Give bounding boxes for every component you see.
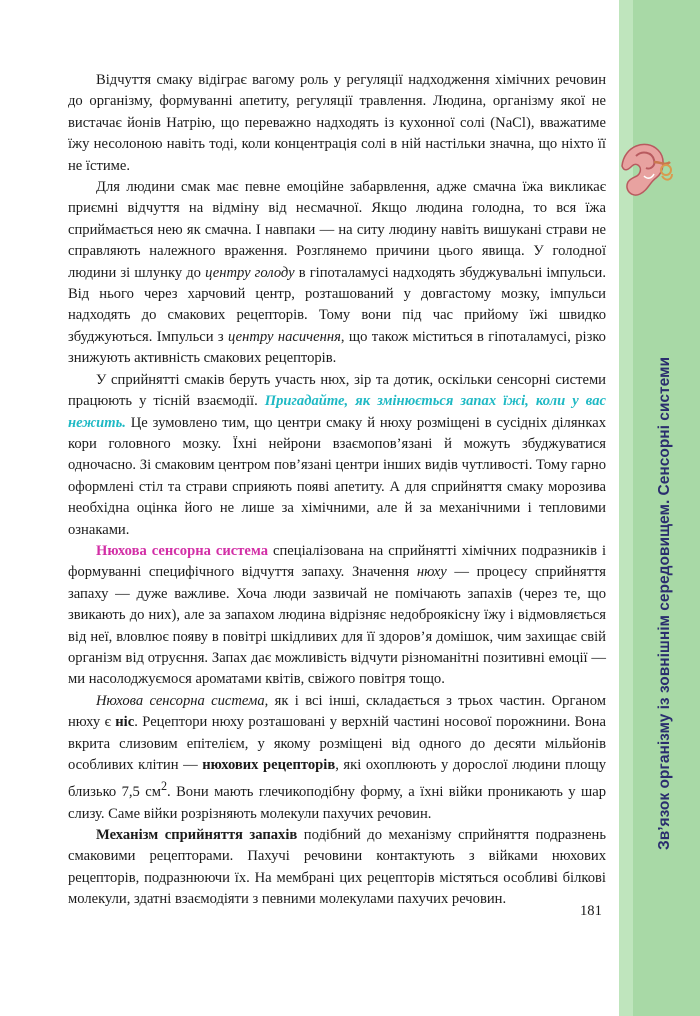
paragraph-1: Відчуття смаку відіграє вагому роль у регуляції надходження хімічних речовин до організму, формуванні апетиту, регуляції травлення. Людина, організму якої не вистачає йонів Натрію, що переважно надходять із кухонної солі (NaCl), вважатиме їжу несолоною навіть тоді, коли концентрація солі в ній настільки значна, що ніхто її не їстиме. — [68, 72, 606, 174]
paragraph-2: Для людини смак має певне емоційне забарвлення, адже смачна їжа викликає приємні відчуття на відміну від несмачної. Якщо людина голодна, то вся їжа сприймається нею як смачна. І навпаки — на ситу людину навіть вишукані страви не справляють належного враження. Розглянемо причини цього явища. У голодної людини зі шлунку до центру голоду в гіпоталамусі надходять збуджувальні імпульси. Від нього через харчовий центр, розташований у довгастому мозку, імпульси надходять до смакових рецепторів. Тому вони під час прийому їжі швидко збуджуються. Імпульси з центру насичення, що також міститься в гіпоталамусі, різко знижують активність смакових рецепторів. — [68, 179, 606, 367]
term-smell-mechanism: Механізм сприйняття запахів — [96, 827, 298, 844]
recall-question: Пригадайте, як змінюється запах їжі, коли у вас нежить. — [68, 393, 606, 431]
emphasis-satiety-center: центру насичення — [228, 328, 341, 345]
body-text — [68, 70, 606, 911]
side-banner-title: Зв’язок організму із зовнішнім середовищем. Сенсорні системи — [656, 356, 673, 850]
term-olfactory-receptors: нюхових рецепторів — [202, 757, 336, 773]
key-term-olfactory-system: Нюхова сенсорна система — [96, 542, 269, 559]
paragraph-5: Нюхова сенсорна система, як і всі інші, складається з трьох частин. Органом нюху є ніс. Рецептори нюху розташовані у верхній частині носової порожнини. Вона вкрита слизовим епітелієм, у якому розміщені від одного до десяти мільйонів особливих клітин — нюхових рецепторів, які охоплюють у дорослої людини площу близько 7,5 $см^2$. Вони мають глечикоподібну форму, а їхні війки проникають у шар слизу. Саме війки розрізняють молекули пахучих речовин. — [68, 692, 606, 822]
emphasis-hunger-center: центру голоду — [205, 264, 295, 281]
paragraph-6: Механізм сприйняття запахів подібний до механізму сприйняття подразнень смаковими рецепторами. Пахучі речовини контактують з війками нюхових рецепторів, подразнюючи їх. На мембрані цих рецепторів містяться особливі білкові молекули, здатні взаємодіяти з певними молекулами пахучих речовин. — [68, 827, 606, 908]
paragraph-4: Нюхова сенсорна система спеціалізована на сприйнятті хімічних подразників і формуванні специфічного відчуття запаху. Значення нюху — процесу сприйняття запаху — дуже важливе. Хоча люди зазвичай не помічають запахів (через те, що звикають до них), але за запахом людина відрізняє недоброякісну їжу і відмовляється від неї, вловлює появу в повітрі шкідливих для її здоров’я домішок, чим захищає свій організм від отруєння. Запах дає можливість відчути різноманітні позитивні емоції — ми насолоджуємося ароматами квітів, свіжого повітря тощо. — [68, 542, 606, 688]
page-number: 181 — [580, 903, 602, 919]
paragraph-3: У сприйнятті смаків беруть участь нюх, зір та дотик, оскільки сенсорні системи працюють у тісній взаємодії. Пригадайте, як змінюється запах їжі, коли у вас нежить. Це зумовлено тим, що центри смаку й нюху розміщені в сусідніх ділянках кори головного мозку. Їхні нейрони взаємопов’язані й можуть збуджуватися одночасно. Зі смаковим центром пов’язані центри інших видів чутливості. Тому гарно оформлені стіл та страви сприяють появі апетиту. А для сприйняття смаку морозива необхідна оцінка його не лише за хімічними, але й за механічними і тепловими ознаками. — [68, 371, 606, 538]
term-nose: ніс — [115, 714, 135, 731]
